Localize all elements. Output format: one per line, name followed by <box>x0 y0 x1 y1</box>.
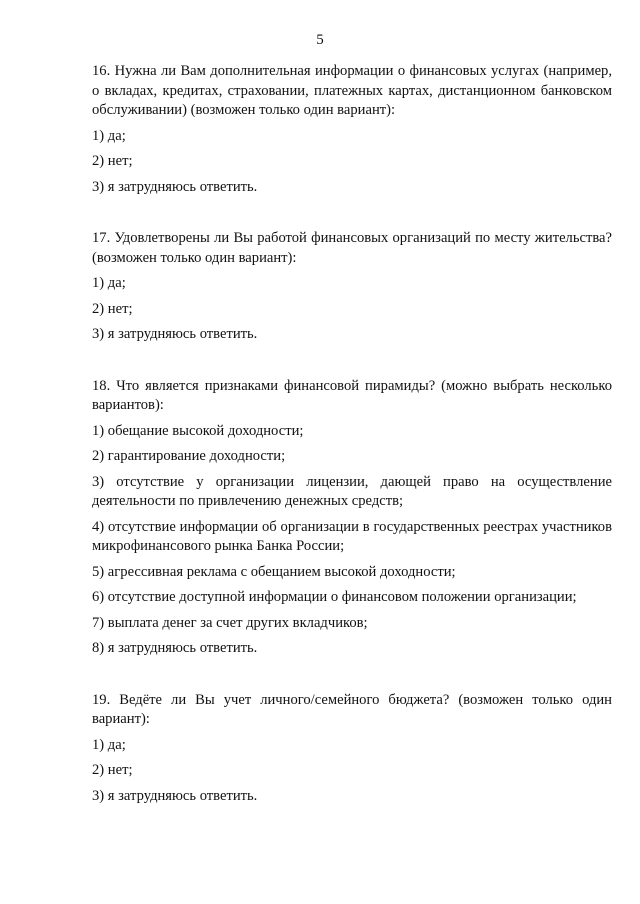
option-yes: 1) да; <box>92 736 126 753</box>
question-text: 17. Удовлетворены ли Вы работой финансовых организаций по месту жительства? (возможен только один вариант): <box>92 230 612 266</box>
question-text: 18. Что является признаками финансовой пирамиды? (можно выбрать несколько вариантов): <box>92 377 612 413</box>
option-yes: 1) да; <box>92 127 126 144</box>
questionnaire <box>92 62 612 812</box>
option-4: 4) отсутствие информации об организации в государственных реестрах участников микрофинансового рынка Банка России; <box>92 518 612 554</box>
option-5: 5) агрессивная реклама с обещанием высокой доходности; <box>92 563 456 580</box>
option-1: 1) обещание высокой доходности; <box>92 422 304 439</box>
option-unsure: 3) я затрудняюсь ответить. <box>92 178 258 195</box>
option-3: 3) отсутствие у организации лицензии, дающей право на осуществление деятельности по привлечению денежных средств; <box>92 473 612 509</box>
option-yes: 1) да; <box>92 275 126 291</box>
option-6: 6) отсутствие доступной информации о финансовом положении организации; <box>92 589 577 605</box>
option-no: 2) нет; <box>92 153 133 169</box>
option-unsure: 3) я затрудняюсь ответить. <box>92 787 258 804</box>
option-7: 7) выплата денег за счет других вкладчиков; <box>92 614 368 631</box>
question-17 <box>92 229 612 345</box>
question-text: 16. Нужна ли Вам дополнительная информации о финансовых услугах (например, о вкладах, кредитах, страховании, платежных картах, дистанционном банковском обслуживании) (возможен только один вариант): <box>92 63 612 118</box>
option-unsure: 3) я затрудняюсь ответить. <box>92 326 258 342</box>
option-no: 2) нет; <box>92 300 133 317</box>
question-18 <box>92 377 612 659</box>
option-8: 8) я затрудняюсь ответить. <box>92 640 258 656</box>
question-16 <box>92 62 612 197</box>
question-text: 19. Ведёте ли Вы учет личного/семейного бюджета? (возможен только один вариант): <box>92 691 612 727</box>
question-19 <box>92 691 612 807</box>
option-2: 2) гарантирование доходности; <box>92 448 286 464</box>
option-no: 2) нет; <box>92 762 133 778</box>
page-number: 5 <box>316 32 324 48</box>
